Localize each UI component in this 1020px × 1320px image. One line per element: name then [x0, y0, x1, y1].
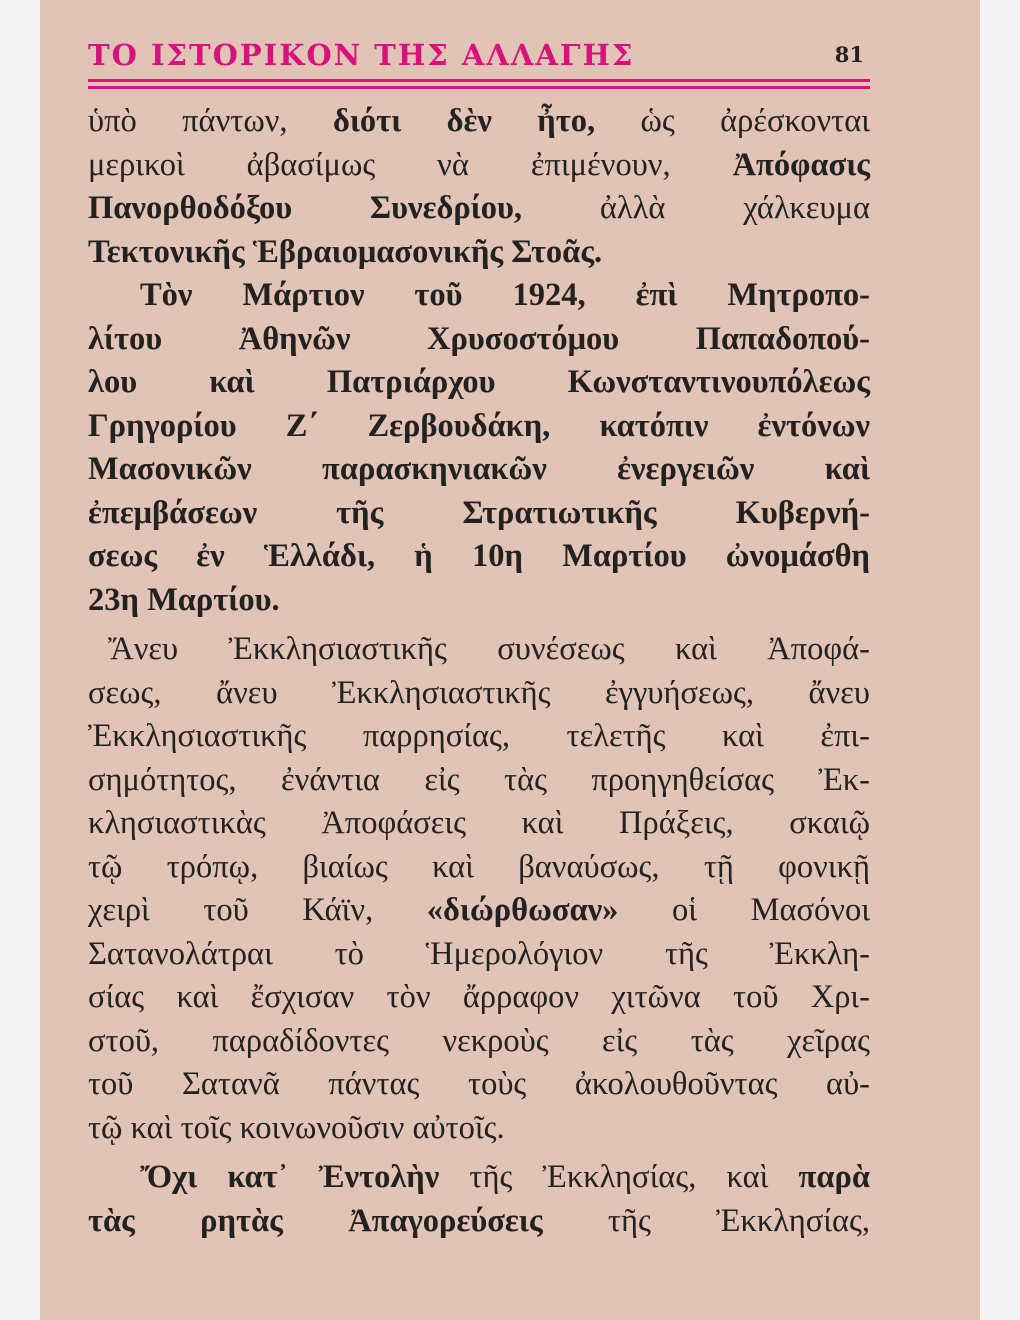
text-line: τὰς ρητὰς Ἀπαγορεύσεις τῆς Ἐκκλησίας, [88, 1202, 870, 1239]
text-line: σίας καὶ ἔσχισαν τὸν ἄρραφον χιτῶνα τοῦ Χρι- [88, 979, 870, 1015]
text-line: μερικοὶ ἀβασίμως νὰ ἐπιμένουν, Ἀπόφασις [88, 146, 870, 183]
header-title: ΤΟ ΙΣΤΟΡΙΚΟΝ ΤΗΣ ΑΛΛΑΓΗΣ [88, 38, 635, 72]
text-line: 23η Μαρτίου. [88, 581, 280, 618]
text-line: Ἄνευ Ἐκκλησιαστικῆς συνέσεως καὶ Ἀποφά- [108, 631, 870, 667]
text-line: Ἐκκλησιαστικῆς παρρησίας, τελετῆς καὶ ἐπι- [88, 718, 870, 754]
text-line: ἐπεμβάσεων τῆς Στρατιωτικῆς Κυβερνή- [88, 494, 870, 531]
text-line: χειρὶ τοῦ Κάϊν, «διώρθωσαν» οἱ Μασόνοι [88, 892, 870, 928]
text-line: λου καὶ Πατριάρχου Κωνσταντινουπόλεως [88, 364, 870, 400]
text-line: σεως, ἄνευ Ἐκκλησιαστικῆς ἐγγυήσεως, ἄνευ [88, 674, 870, 711]
header-rule-top [88, 79, 870, 82]
text-line: τῷ καὶ τοῖς κοινωνοῦσιν αὐτοῖς. [88, 1109, 505, 1146]
text-line: τῷ τρόπῳ, βιαίως καὶ βαναύσως, τῇ φονικῇ [88, 848, 870, 885]
text-line: λίτου Ἀθηνῶν Χρυσοστόμου Παπαδοπού- [88, 320, 870, 357]
text-line: Σατανολάτραι τὸ Ἡμερολόγιον τῆς Ἐκκλη- [88, 935, 870, 972]
text-line: Μασονικῶν παρασκηνιακῶν ἐνεργειῶν καὶ [88, 451, 870, 487]
text-line: Πανορθοδόξου Συνεδρίου, ἀλλὰ χάλκευμα [88, 190, 871, 226]
text-line: σημότητος, ἐνάντια εἰς τὰς προηγηθείσας Ἐκ- [88, 761, 870, 798]
page-number: 81 [834, 42, 864, 67]
text-line: κλησιαστικὰς Ἀποφάσεις καὶ Πράξεις, σκαιῷ [88, 805, 870, 841]
text-line: στοῦ, παραδίδοντες νεκροὺς εἰς τὰς χεῖρας [88, 1022, 870, 1059]
text-line: Ὄχι κατ᾽ Ἐντολὴν τῆς Ἐκκλησίας, καὶ παρὰ [140, 1159, 870, 1195]
body-text [88, 100, 870, 1243]
text-line: ὑπὸ πάντων, διότι δὲν ἦτο, ὡς ἀρέσκονται [88, 103, 870, 139]
text-line: σεως ἐν Ἑλλάδι, ἡ 10η Μαρτίου ὠνομάσθη [88, 538, 870, 574]
running-header [88, 38, 868, 72]
text-line: Τεκτονικῆς Ἑβραιομασονικῆς Στοᾶς. [88, 233, 603, 270]
text-line: Τὸν Μάρτιον τοῦ 1924, ἐπὶ Μητροπο- [140, 277, 870, 313]
header-rule-bottom [88, 86, 870, 89]
text-line: τοῦ Σατανᾶ πάντας τοὺς ἀκολουθοῦντας αὐ- [88, 1066, 870, 1102]
text-line: Γρηγορίου Ζ΄ Ζερβουδάκη, κατόπιν ἐντόνων [88, 407, 870, 444]
